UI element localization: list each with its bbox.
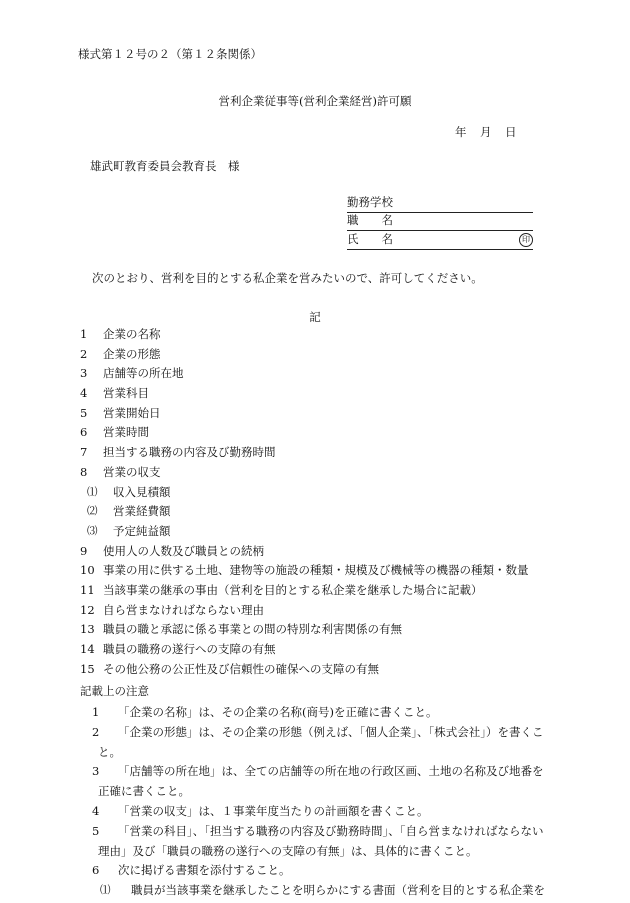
note-item xyxy=(78,703,558,723)
item-text: 営業経費額 xyxy=(113,504,171,519)
item-number: 13 xyxy=(80,622,95,637)
note-line-continued: 正確に書くこと。 xyxy=(98,784,190,799)
note-item xyxy=(78,723,558,763)
item-text: 自ら営まなければならない理由 xyxy=(103,602,264,617)
item-number: ⑵ xyxy=(87,505,98,518)
item-text: 営業時間 xyxy=(103,425,149,440)
note-item xyxy=(78,822,558,862)
school-field xyxy=(347,197,533,213)
note-number: 3 xyxy=(92,764,100,779)
note-subitem xyxy=(78,881,558,901)
note-item xyxy=(78,861,558,881)
item-number: 11 xyxy=(80,582,95,597)
note-number: 6 xyxy=(92,863,100,878)
item-text: 営業の収支 xyxy=(103,464,161,479)
name-field xyxy=(347,234,533,250)
note-line: 「店舗等の所在地」は、全ての店舗等の所在地の行政区画、土地の名称及び地番を xyxy=(118,764,544,779)
note-line: 「企業の名称」は、その企業の名称(商号)を正確に書くこと。 xyxy=(118,705,438,719)
item-text: 担当する職務の内容及び勤務時間 xyxy=(103,445,276,460)
seal-mark: 印 xyxy=(519,233,533,247)
notes-heading: 記載上の注意 xyxy=(80,684,149,698)
item-number: 1 xyxy=(80,327,88,341)
note-number: 5 xyxy=(92,823,100,838)
note-line: 職員が当該事業を継承したことを明らかにする書面（営利を目的とする私企業を xyxy=(131,883,545,898)
note-number: 4 xyxy=(92,803,100,818)
note-line-continued: 理由」及び「職員の職務の遂行への支障の有無」は、具体的に書くこと。 xyxy=(98,843,478,858)
item-number: 3 xyxy=(80,366,88,381)
ki-heading: 記 xyxy=(309,310,321,324)
item-text: その他公務の公正性及び信頼性の確保への支障の有無 xyxy=(103,661,379,676)
post-field xyxy=(347,215,533,231)
item-text: 店舗等の所在地 xyxy=(103,366,184,381)
item-text: 企業の名称 xyxy=(103,327,161,341)
document-title: 営利企業従事等(営利企業経営)許可願 xyxy=(218,94,412,108)
item-number: 10 xyxy=(80,563,95,578)
item-number: ⑶ xyxy=(87,524,98,537)
item-number: 9 xyxy=(80,543,88,558)
item-number: 6 xyxy=(80,425,88,440)
item-number: 12 xyxy=(80,602,95,617)
item-text: 職員の職務の遂行への支障の有無 xyxy=(103,642,276,656)
note-item xyxy=(78,802,558,822)
item-text: 営業科目 xyxy=(103,386,149,401)
school-label: 勤務学校 xyxy=(347,195,393,209)
item-text: 企業の形態 xyxy=(103,346,161,361)
note-line-continued: と。 xyxy=(98,744,121,759)
item-number: 2 xyxy=(80,346,88,361)
post-label: 職 名 xyxy=(347,213,393,227)
item-text: 事業の用に供する土地、建物等の施設の種類・規模及び機械等の機器の種類・数量 xyxy=(103,563,529,578)
item-number: 4 xyxy=(80,386,88,401)
item-text: 使用人の人数及び職員との続柄 xyxy=(103,543,264,558)
item-number: 8 xyxy=(80,464,88,479)
note-line: 次に掲げる書類を添付すること。 xyxy=(118,863,291,878)
note-number: 1 xyxy=(92,705,100,719)
item-text: 職員の職と承認に係る事業との間の特別な利害関係の有無 xyxy=(103,622,402,637)
item-text: 予定純益額 xyxy=(113,523,171,538)
note-item xyxy=(78,762,558,802)
item-number: 15 xyxy=(80,661,95,676)
item-number: 5 xyxy=(80,405,88,420)
date-line: 年 月 日 xyxy=(455,125,518,139)
addressee: 雄武町教育委員会教育長 様 xyxy=(90,159,240,173)
note-line: 「営業の収支」は、１事業年度当たりの計画額を書くこと。 xyxy=(118,803,429,818)
note-line: 「企業の形態」は、その企業の形態（例えば、「個人企業」、「株式会社」）を書くこ xyxy=(118,724,544,739)
form-number: 様式第１２号の２（第１２条関係） xyxy=(78,47,262,61)
item-number: 14 xyxy=(80,642,95,656)
item-text: 当該事業の継承の事由（営利を目的とする私企業を継承した場合に記載） xyxy=(103,582,483,597)
note-number: 2 xyxy=(92,724,100,739)
note-line: 「営業の科目」、「担当する職務の内容及び勤務時間」、「自ら営まなければならない xyxy=(118,823,544,838)
item-number: ⑴ xyxy=(87,485,98,498)
intro-text: 次のとおり、営利を目的とする私企業を営みたいので、許可してください。 xyxy=(92,271,483,285)
item-number: 7 xyxy=(80,445,88,460)
item-text: 営業開始日 xyxy=(103,405,161,420)
notes-list xyxy=(78,703,558,901)
note-number: ⑴ xyxy=(100,884,111,897)
item-text: 収入見積額 xyxy=(113,484,171,499)
name-label: 氏 名 xyxy=(347,232,393,246)
